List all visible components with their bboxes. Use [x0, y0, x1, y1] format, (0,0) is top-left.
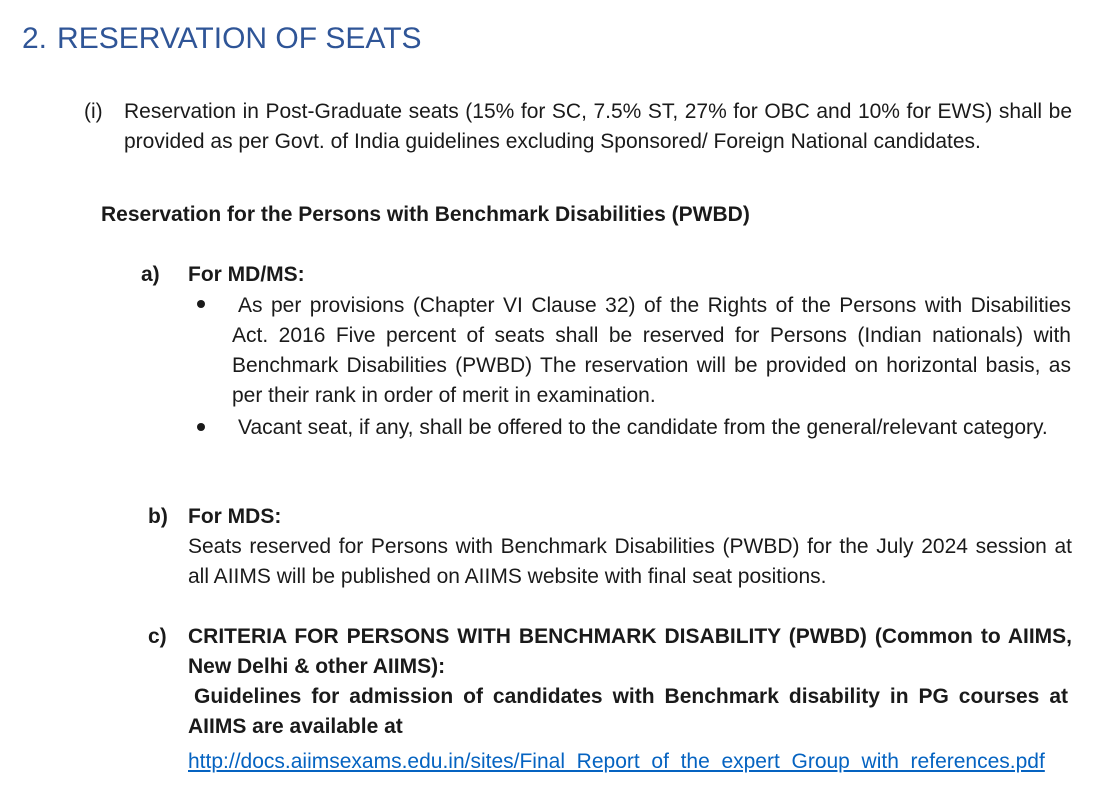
item-b-text: Seats reserved for Persons with Benchmark Disabilities (PWBD) for the July 2024 session at all AIIMS will be published on AIIMS website with final seat positions. — [188, 535, 1072, 588]
item-c-title: CRITERIA FOR PERSONS WITH BENCHMARK DISABILITY (PWBD) (Common to AIIMS, New Delhi & other AIIMS): — [188, 625, 1072, 678]
pwbd-report-link[interactable]: http://docs.aiimsexams.edu.in/sites/Final_Report_of_the_expert_Group_with_references.pdf — [188, 750, 1045, 773]
pwbd-heading: Reservation for the Persons with Benchmark Disabilities (PWBD) — [101, 203, 750, 226]
section-heading — [22, 22, 422, 56]
item-i-marker: (i) — [84, 100, 103, 123]
item-b-marker: b) — [148, 505, 168, 528]
section-number: 2. — [22, 22, 48, 55]
item-a-title: For MD/MS: — [188, 263, 305, 286]
item-c-marker: c) — [148, 625, 167, 648]
bullet-dot-icon — [197, 423, 205, 431]
item-a-marker: a) — [141, 263, 160, 286]
item-c-guidelines: Guidelines for admission of candidates with Benchmark disability in PG courses at AIIMS are available at — [188, 685, 1068, 738]
item-a-bullet-2: Vacant seat, if any, shall be offered to the candidate from the general/relevant category. — [238, 416, 1048, 439]
item-b-title: For MDS: — [188, 505, 282, 528]
section-title: RESERVATION OF SEATS — [57, 22, 422, 55]
bullet-dot-icon — [197, 300, 205, 308]
item-i-text: Reservation in Post-Graduate seats (15% for SC, 7.5% ST, 27% for OBC and 10% for EWS) shall be provided as per Govt. of India guidelines excluding Sponsored/ Foreign National candidates. — [124, 100, 1072, 153]
item-c-link-wrapper — [188, 746, 1068, 778]
item-a-bullet-1: As per provisions (Chapter VI Clause 32) of the Rights of the Persons with Disabilities Act. 2016 Five percent of seats shall be reserved for Persons (Indian nationals) with Benchmark Disabilities (PWBD) The reservation will be provided on horizontal basis, as per their rank in order of merit in examination. — [232, 294, 1071, 407]
